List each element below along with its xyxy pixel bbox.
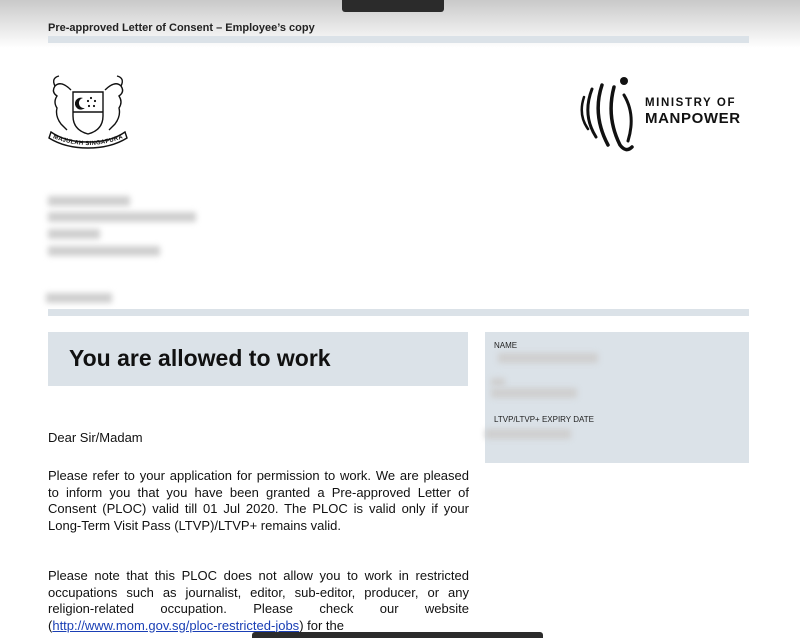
name-label: NAME bbox=[494, 341, 518, 350]
section-divider bbox=[48, 309, 749, 316]
redacted-id-value bbox=[491, 388, 577, 398]
redacted-address-line bbox=[48, 212, 196, 222]
paragraph-2 bbox=[48, 568, 469, 634]
salutation: Dear Sir/Madam bbox=[48, 430, 143, 445]
expiry-label: LTVP/LTVP+ EXPIRY DATE bbox=[494, 415, 594, 424]
crest-motto: MAJULAH SINGAPURA bbox=[52, 134, 124, 148]
viewer-bottom-toolbar[interactable] bbox=[252, 632, 543, 638]
paragraph-1: Please refer to your application for permission to work. We are pleased to inform you that you have been granted a Pre-approved Letter of Consent (PLOC) valid till 01 Jul 2020. The PLOC is valid only if your Long-Term Visit Pass (LTVP)/LTVP+ remains valid. bbox=[48, 468, 469, 533]
status-banner bbox=[48, 332, 468, 386]
pass-info-panel bbox=[485, 332, 749, 463]
mom-wordmark-line2: MANPOWER bbox=[645, 110, 741, 127]
redacted-expiry-value bbox=[485, 429, 571, 439]
header-divider bbox=[48, 36, 749, 43]
mom-wordmark bbox=[645, 96, 741, 127]
restricted-jobs-link[interactable]: http://www.mom.gov.sg/ploc-restricted-jobs bbox=[52, 617, 300, 633]
redacted-address-line bbox=[48, 229, 100, 239]
redacted-name-value bbox=[498, 353, 598, 363]
paragraph-2-text-end: ) for the bbox=[299, 617, 344, 633]
singapore-crest-icon bbox=[45, 72, 131, 152]
status-heading: You are allowed to work bbox=[69, 345, 331, 371]
viewer-toolbar-tab[interactable] bbox=[342, 0, 444, 12]
paragraph-2-text: Please note that this PLOC does not allow you to work in restricted occupations such as journalist, editor, sub-editor, producer, or any religion-related occupation. Please check our website ( bbox=[48, 568, 469, 633]
document-header: Pre-approved Letter of Consent – Employee’s copy bbox=[48, 22, 315, 34]
redacted-date bbox=[46, 293, 112, 303]
redacted-name bbox=[48, 196, 130, 206]
redacted-address-line bbox=[48, 246, 160, 256]
redacted-id-value bbox=[491, 378, 505, 386]
mom-wordmark-line1: MINISTRY OF bbox=[645, 97, 737, 109]
